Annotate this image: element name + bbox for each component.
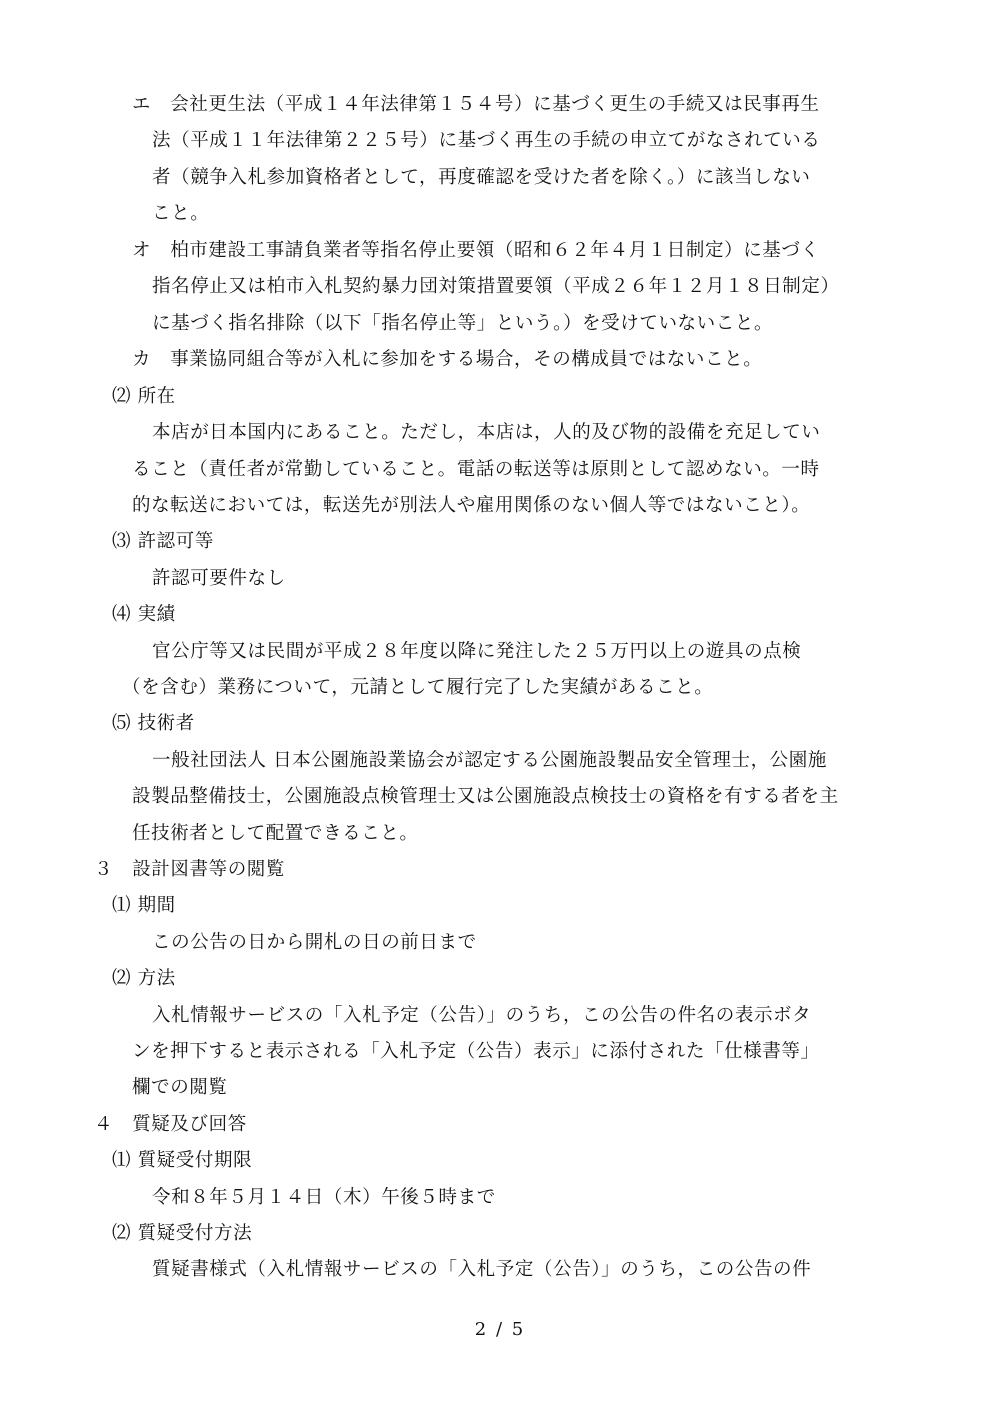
period-line-1: この公告の日から開札の日の前日まで — [152, 932, 477, 953]
heading-record: ⑷ 実績 — [112, 604, 176, 625]
section-4-heading: ４ 質疑及び回答 — [94, 1114, 247, 1135]
item-o-line-1: オ 柏市建設工事請負業者等指名停止要領（昭和６２年４月１日制定）に基づく — [132, 240, 820, 261]
page-number: 2 / 5 — [474, 1319, 526, 1340]
item-e-line-4: こと。 — [152, 203, 210, 224]
heading-deadline: ⑴ 質疑受付期限 — [112, 1150, 253, 1171]
location-line-2: ること（責任者が常勤していること。電話の転送等は原則として認めない。一時 — [132, 459, 820, 480]
heading-method: ⑵ 方法 — [112, 968, 176, 989]
record-line-2: （を含む）業務について，元請として履行完了した実績があること。 — [122, 677, 714, 698]
inquiry-method-line-1: 質疑書様式（入札情報サービスの「入札予定（公告）」のうち，この公告の件 — [152, 1259, 812, 1280]
location-line-3: 的な転送においては，転送先が別法人や雇用関係のない個人等ではないこと）。 — [132, 495, 811, 516]
permits-line-1: 許認可要件なし — [152, 568, 286, 589]
heading-location: ⑵ 所在 — [112, 386, 176, 407]
engineer-line-1: 一般社団法人 日本公園施設業協会が認定する公園施設製品安全管理士，公園施 — [152, 750, 827, 771]
deadline-line-1: 令和８年５月１４日（木）午後５時まで — [152, 1187, 496, 1208]
method-line-1: 入札情報サービスの「入札予定（公告）」のうち，この公告の件名の表示ボタ — [152, 1005, 812, 1026]
heading-period: ⑴ 期間 — [112, 895, 176, 916]
section-3-heading: ３ 設計図書等の閲覧 — [94, 859, 286, 880]
item-e-line-2: 法（平成１１年法律第２２５号）に基づく再生の手続の申立てがなされている — [152, 130, 821, 151]
heading-engineer: ⑸ 技術者 — [112, 713, 195, 734]
location-line-1: 本店が日本国内にあること。ただし，本店は，人的及び物的設備を充足してい — [152, 422, 821, 443]
method-line-2: ンを押下すると表示される「入札予定（公告）表示」に添付された「仕様書等」 — [132, 1041, 820, 1062]
item-e-line-3: 者（競争入札参加資格者として，再度確認を受けた者を除く。）に該当しない — [152, 167, 811, 188]
record-line-1: 官公庁等又は民間が平成２８年度以降に発注した２５万円以上の遊具の点検 — [152, 641, 802, 662]
method-line-3: 欄での閲覧 — [132, 1077, 228, 1098]
engineer-line-2: 設製品整備技士，公園施設点検管理士又は公園施設点検技士の資格を有する者を主 — [132, 786, 839, 807]
heading-permits: ⑶ 許認可等 — [112, 531, 214, 552]
item-e-line-1: エ 会社更生法（平成１４年法律第１５４号）に基づく更生の手続又は民事再生 — [132, 94, 820, 115]
item-ka-line-1: カ 事業協同組合等が入札に参加をする場合，その構成員ではないこと。 — [132, 349, 763, 370]
item-o-line-3: に基づく指名排除（以下「指名停止等」という。）を受けていないこと。 — [152, 313, 774, 334]
item-o-line-2: 指名停止又は柏市入札契約暴力団対策措置要領（平成２６年１２月１８日制定） — [152, 276, 840, 297]
engineer-line-3: 任技術者として配置できること。 — [132, 823, 419, 844]
heading-inquiry-method: ⑵ 質疑受付方法 — [112, 1223, 253, 1244]
